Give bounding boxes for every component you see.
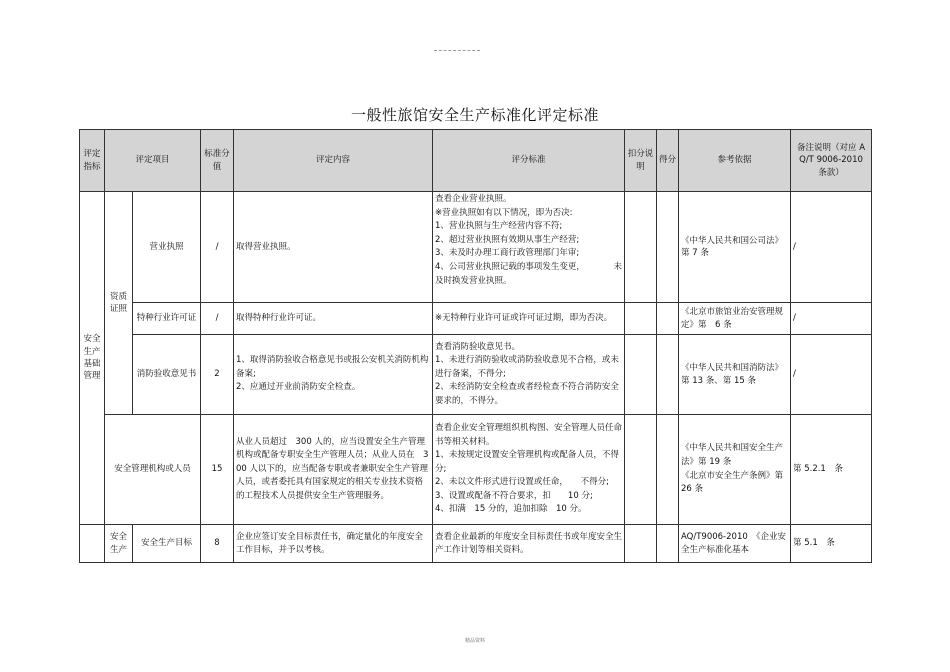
get-cell xyxy=(657,415,679,525)
standard-line: 查看消防验收意见书。 xyxy=(435,341,521,352)
content-cell: 从业人员超过 300 人的，应当设置安全生产管理机构或配备专职安全生产管理人员；从业人员在 300 人以下的，应当配备专职或者兼职安全生产管理人员，或者委托具有国家规定的相关专业技术资格的工程技术人员提供安全生产管理服务。 xyxy=(234,415,433,525)
remark-cell: 第 5.1 条 xyxy=(791,525,872,563)
remark-cell: / xyxy=(791,335,872,415)
table-row xyxy=(80,335,872,415)
item-cell: 安全管理机构或人员 xyxy=(105,415,201,525)
top-dashed-rule xyxy=(434,50,480,51)
deduct-cell xyxy=(625,303,657,335)
header-basis: 参考依据 xyxy=(679,130,791,192)
content-cell: 企业应签订安全目标责任书，确定量化的年度安全工作目标，并予以考核。 xyxy=(234,525,433,563)
standard-line: 1、未进行消防验收或消防验收意见不合格，或未进行备案，不得分; xyxy=(435,355,619,379)
header-indicator: 评定指标 xyxy=(80,130,105,192)
basis-cell: 《中华人民共和国安全生产法》第 19 条 《北京市安全生产条例》第 26 条 xyxy=(679,415,791,525)
standard-cell xyxy=(433,192,625,303)
standards-table xyxy=(79,129,872,563)
indicator-cell-foundation: 安全生产基础管理 xyxy=(80,192,105,525)
subcategory-cell-safety: 安全生产 xyxy=(105,525,133,563)
content-cell: 取得营业执照。 xyxy=(234,192,433,303)
score-cell: / xyxy=(201,303,234,335)
table-row xyxy=(80,525,872,563)
get-cell xyxy=(657,192,679,303)
table-row xyxy=(80,415,872,525)
header-standard: 评分标准 xyxy=(433,130,625,192)
content-cell: 取得特种行业许可证。 xyxy=(234,303,433,335)
item-cell: 安全生产目标 xyxy=(133,525,201,563)
page-title: 一般性旅馆安全生产标准化评定标准 xyxy=(350,106,599,124)
standard-cell: 查看企业最新的年度安全目标责任书或年度安全生产工作计划等相关资料。 xyxy=(433,525,625,563)
footer-label: 精品资料 xyxy=(464,638,485,644)
standard-line: 3、未及时办理工商行政管理部门年审; xyxy=(435,248,580,259)
standard-line xyxy=(435,261,622,275)
table-header-row xyxy=(80,130,872,192)
deduct-cell xyxy=(625,415,657,525)
header-content: 评定内容 xyxy=(234,130,433,192)
header-deduct: 扣分说明 xyxy=(625,130,657,192)
standard-line: 2、未以文件形式进行设置或任命， 不得分; xyxy=(435,477,610,488)
standard-line: 3、设置或配备不符合要求，扣 10 分; xyxy=(435,490,593,501)
item-cell: 消防验收意见书 xyxy=(133,335,201,415)
standard-line-part: 未 xyxy=(613,261,623,272)
standard-line: 2、未经消防安全检查或者经检查不符合消防安全要求的，不得分。 xyxy=(435,382,619,406)
standard-line: 及时换发营业执照。 xyxy=(435,275,512,286)
subcategory-cell-license: 资质证照 xyxy=(105,192,133,415)
standard-line-part: 4、公司营业执照记载的事项发生变更， xyxy=(435,261,585,272)
get-cell xyxy=(657,335,679,415)
standard-cell xyxy=(433,335,625,415)
indicator-cell-blank xyxy=(80,525,105,563)
remark-cell: / xyxy=(791,192,872,303)
standard-line: ※营业执照如有以下情况，即为否决: xyxy=(435,207,573,218)
standard-line: 1、未按规定设置安全管理机构或配备人员，不得分; xyxy=(435,450,619,474)
remark-cell: / xyxy=(791,303,872,335)
basis-cell: 《中华人民共和国公司法》第 7 条 xyxy=(679,192,791,303)
standard-line: 4、扣满 15 分的，追加扣除 10 分。 xyxy=(435,504,587,515)
score-cell: 2 xyxy=(201,335,234,415)
deduct-cell xyxy=(625,525,657,563)
score-cell: 15 xyxy=(201,415,234,525)
header-score: 标准分值 xyxy=(201,130,234,192)
item-cell: 营业执照 xyxy=(133,192,201,303)
basis-cell: AQ/T9006-2010 《企业安全生产标准化基本 xyxy=(679,525,791,563)
standard-cell xyxy=(433,415,625,525)
table-row xyxy=(80,303,872,335)
header-remark: 备注说明（对应 AQ/T 9006-2010 条款） xyxy=(791,130,872,192)
basis-cell: 《北京市旅馆业治安管理规定》第 6 条 xyxy=(679,303,791,335)
item-cell: 特种行业许可证 xyxy=(133,303,201,335)
standard-line: 1、营业执照与生产经营内容不符; xyxy=(435,221,563,232)
basis-cell: 《中华人民共和国消防法》第 13 条、第 15 条 xyxy=(679,335,791,415)
standard-line: 2、超过营业执照有效期从事生产经营; xyxy=(435,234,580,245)
standard-cell: ※无特种行业许可证或许可证过期，即为否决。 xyxy=(433,303,625,335)
standard-line: 查看企业营业执照。 xyxy=(435,194,512,204)
deduct-cell xyxy=(625,335,657,415)
score-cell: / xyxy=(201,192,234,303)
table-row xyxy=(80,192,872,303)
content-cell: 1、取得消防验收合格意见书或报公安机关消防机构备案; 2、应通过开业前消防安全检查。 xyxy=(234,335,433,415)
score-cell: 8 xyxy=(201,525,234,563)
get-cell xyxy=(657,303,679,335)
get-cell xyxy=(657,525,679,563)
remark-cell: 第 5.2.1 条 xyxy=(791,415,872,525)
header-item: 评定项目 xyxy=(105,130,201,192)
standard-line: 查看企业安全管理组织机构图、安全管理人员任命书等相关材料。 xyxy=(435,422,623,447)
deduct-cell xyxy=(625,192,657,303)
header-get: 得分 xyxy=(657,130,679,192)
